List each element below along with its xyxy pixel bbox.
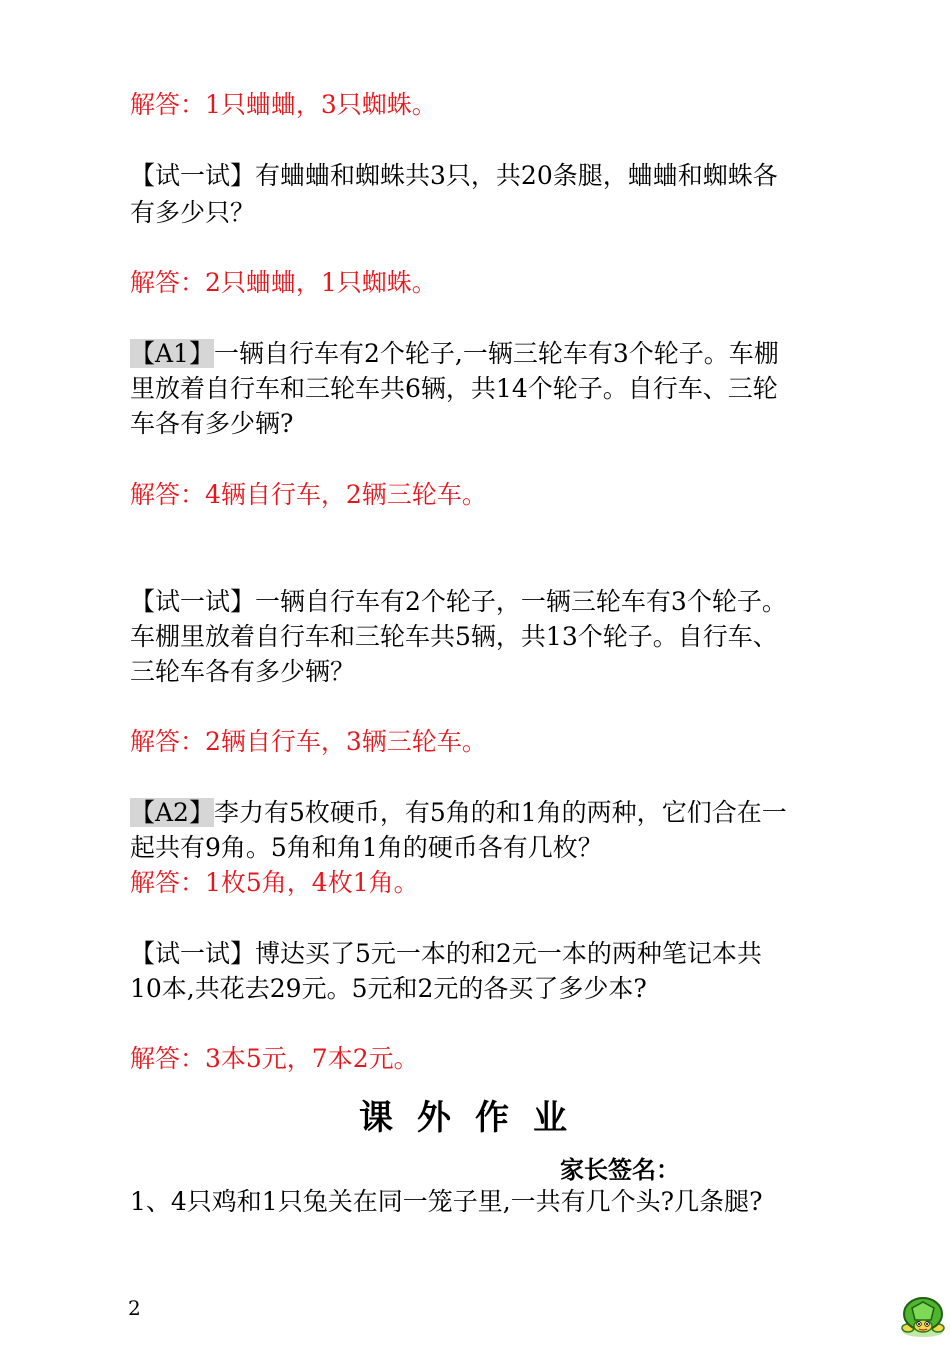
homework-title: 课外作业 (359, 1098, 591, 1138)
question-a1-line2: 里放着自行车和三轮车共6辆，共14个轮子。自行车、三轮 (130, 374, 778, 403)
question-a2-line1 (130, 796, 787, 830)
turtle-icon (898, 1290, 948, 1340)
question-tag: 【试一试】 (130, 161, 256, 190)
question-try-1-line1 (130, 159, 778, 193)
answer-text: 解答：2只蛐蛐，1只蜘蛛。 (130, 268, 437, 297)
question-tag: 【A2】 (130, 798, 214, 827)
question-tag: 【A1】 (130, 339, 214, 368)
homework-question-1: 1、4只鸡和1只兔关在同一笼子里,一共有几个头?几条腿? (130, 1187, 763, 1216)
question-text: 一辆自行车有2个轮子，一辆三轮车有3个轮子。 (255, 587, 787, 616)
question-text: 一辆自行车有2个轮子,一辆三轮车有3个轮子。车棚 (213, 339, 779, 368)
parent-signature-label: 家长签名： (560, 1156, 680, 1184)
question-try-2-line1 (130, 585, 787, 619)
question-tag: 【试一试】 (130, 587, 256, 616)
question-try-3-line2: 10本,共花去29元。5元和2元的各买了多少本? (130, 974, 647, 1003)
question-try-3-line1 (130, 937, 762, 971)
question-a1-line1 (130, 337, 779, 371)
question-text: 李力有5枚硬币，有5角的和1角的两种，它们合在一 (213, 798, 787, 827)
question-text: 有蛐蛐和蜘蛛共3只，共20条腿，蛐蛐和蜘蛛各 (255, 161, 778, 190)
question-try-2-line3: 三轮车各有多少辆？ (130, 657, 356, 686)
question-try-1-line2: 有多少只？ (130, 198, 256, 227)
answer-text: 解答：2辆自行车，3辆三轮车。 (130, 727, 487, 756)
question-a1-line3: 车各有多少辆? (130, 409, 294, 438)
question-try-2-line2: 车棚里放着自行车和三轮车共5辆，共13个轮子。自行车、 (130, 622, 778, 651)
question-tag: 【试一试】 (130, 939, 256, 968)
question-text: 博达买了5元一本的和2元一本的两种笔记本共 (255, 939, 762, 968)
question-a2-line2: 起共有9角。5角和角1角的硬币各有几枚？ (130, 833, 603, 862)
page-number: 2 (128, 1296, 141, 1320)
answer-text: 解答：4辆自行车，2辆三轮车。 (130, 480, 487, 509)
answer-text: 解答：3本5元，7本2元。 (130, 1044, 419, 1073)
answer-text: 解答：1只蛐蛐，3只蜘蛛。 (130, 90, 437, 119)
answer-text: 解答：1枚5角，4枚1角。 (130, 868, 419, 897)
